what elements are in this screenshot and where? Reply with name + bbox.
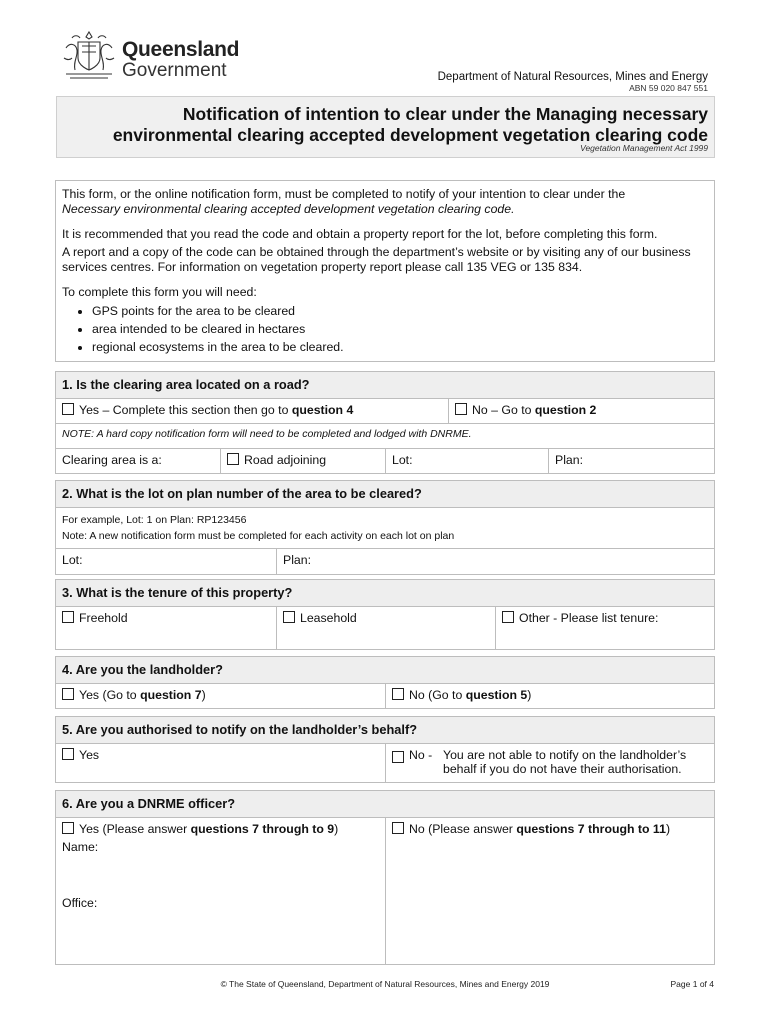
q6-no-end: ) xyxy=(665,822,671,836)
q5-no-prefix: No - xyxy=(409,748,433,762)
act-reference: Vegetation Management Act 1999 xyxy=(580,143,708,153)
q3-other-option[interactable] xyxy=(496,607,714,649)
intro-box xyxy=(55,180,715,362)
q4-no-bold: question 5 xyxy=(465,688,528,702)
question-2-heading: 2. What is the lot on plan number of the area to be cleared? xyxy=(56,481,714,508)
question-5-heading: 5. Are you authorised to notify on the landholder’s behalf? xyxy=(56,717,714,744)
q4-no-option[interactable] xyxy=(386,684,714,708)
queensland-crest-logo xyxy=(60,28,118,82)
q3-freehold-label: Freehold xyxy=(79,611,128,625)
checkbox-icon[interactable] xyxy=(392,822,404,834)
q1-yes-option[interactable] xyxy=(56,399,449,423)
q3-freehold-option[interactable] xyxy=(56,607,277,649)
intro-paragraph-4: To complete this form you will need: xyxy=(62,285,257,299)
question-6-section xyxy=(55,790,715,965)
requirements-list xyxy=(62,304,708,355)
question-4-section xyxy=(55,656,715,709)
q5-no-option[interactable] xyxy=(386,744,714,782)
q1-no-text: No – Go to xyxy=(472,403,535,417)
q6-yes-option[interactable] xyxy=(56,818,386,965)
q5-no-explanation xyxy=(443,748,686,778)
q2-plan-field[interactable]: Plan: xyxy=(283,553,312,567)
question-3-heading: 3. What is the tenure of this property? xyxy=(56,580,714,607)
question-1-section xyxy=(55,371,715,474)
checkbox-icon[interactable] xyxy=(62,822,74,834)
q5-yes-label: Yes xyxy=(79,748,100,762)
q1-yes-bold: question 4 xyxy=(291,403,354,417)
footer-copyright: © The State of Queensland, Department of Natural Resources, Mines and Energy 2019 xyxy=(220,979,550,989)
q4-no-text: No (Go to xyxy=(409,688,466,702)
checkbox-icon[interactable] xyxy=(227,453,239,465)
q1-note: NOTE: A hard copy notification form will need to be completed and lodged with DNRME. xyxy=(62,428,472,440)
q3-other-label: Other - Please list tenure: xyxy=(519,611,659,625)
q4-yes-text: Yes (Go to xyxy=(79,688,141,702)
logo-wordmark-line1: Queensland xyxy=(122,38,240,61)
q5-no-line2: behalf if you do not have their authorisation. xyxy=(443,762,682,776)
q1-no-bold: question 2 xyxy=(534,403,597,417)
form-title-line2: environmental clearing accepted development vegetation clearing code xyxy=(112,125,708,145)
q4-yes-option[interactable] xyxy=(56,684,386,708)
intro-p1-code-name: Necessary environmental clearing accepted development vegetation clearing code. xyxy=(62,202,515,216)
q4-yes-bold: question 7 xyxy=(140,688,202,702)
question-1-heading: 1. Is the clearing area located on a road? xyxy=(56,372,714,399)
q6-no-option[interactable] xyxy=(386,818,714,965)
q6-yes-text: Yes (Please answer xyxy=(79,822,191,836)
checkbox-icon[interactable] xyxy=(283,611,295,623)
q4-no-end: ) xyxy=(527,688,532,702)
checkbox-icon[interactable] xyxy=(502,611,514,623)
question-3-section xyxy=(55,579,715,650)
logo-wordmark-line2: Government xyxy=(122,60,227,81)
form-title xyxy=(68,104,708,146)
question-4-heading: 4. Are you the landholder? xyxy=(56,657,714,684)
q6-office-field[interactable]: Office: xyxy=(62,896,98,910)
q3-leasehold-option[interactable] xyxy=(277,607,496,649)
intro-paragraph-1 xyxy=(62,187,708,217)
intro-p1-text: This form, or the online notification form, must be completed to notify of your intention to clear under the xyxy=(62,187,626,201)
list-item: • area intended to be cleared in hectares xyxy=(92,322,708,337)
q1-clearing-label: Clearing area is a: xyxy=(56,449,221,473)
question-6-heading: 6. Are you a DNRME officer? xyxy=(56,791,714,818)
q6-yes-end: ) xyxy=(334,822,339,836)
q5-no-line1: You are not able to notify on the landholder’s xyxy=(443,748,687,762)
page-number: Page 1 of 4 xyxy=(670,979,714,989)
form-title-line1: Notification of intention to clear under the Managing necessary xyxy=(182,104,708,124)
checkbox-icon[interactable] xyxy=(392,688,404,700)
q1-no-option[interactable] xyxy=(449,399,714,423)
q1-lot-field[interactable]: Lot: xyxy=(386,449,549,473)
checkbox-icon[interactable] xyxy=(62,748,74,760)
list-item: • GPS points for the area to be cleared xyxy=(92,304,708,319)
q2-example: For example, Lot: 1 on Plan: RP123456 xyxy=(62,514,247,526)
abn-number: ABN 59 020 847 551 xyxy=(629,83,708,93)
q1-yes-text: Yes – Complete this section then go to xyxy=(79,403,292,417)
q6-no-text: No (Please answer xyxy=(409,822,517,836)
checkbox-icon[interactable] xyxy=(62,403,74,415)
q6-no-bold: questions 7 through to 11 xyxy=(516,822,666,836)
q1-plan-field[interactable]: Plan: xyxy=(555,453,584,467)
intro-paragraph-3: A report and a copy of the code can be obtained through the department’s website or by visiting any of our business services centres. For information on vegetation property report please call 135 VEG or 135 834. xyxy=(62,245,691,274)
q6-yes-bold: questions 7 through to 9 xyxy=(190,822,335,836)
intro-paragraph-2: It is recommended that you read the code and obtain a property report for the lot, before completing this form. xyxy=(62,227,658,241)
checkbox-icon[interactable] xyxy=(392,751,404,763)
q3-leasehold-label: Leasehold xyxy=(300,611,357,625)
q1-road-adjoining-option[interactable] xyxy=(221,449,386,473)
checkbox-icon[interactable] xyxy=(62,611,74,623)
q1-road-label: Road adjoining xyxy=(244,453,327,467)
q2-instructions xyxy=(56,508,714,548)
list-item: • regional ecosystems in the area to be cleared. xyxy=(92,340,708,355)
question-5-section xyxy=(55,716,715,783)
q5-yes-option[interactable] xyxy=(56,744,386,782)
q2-lot-field[interactable]: Lot: xyxy=(56,549,277,574)
checkbox-icon[interactable] xyxy=(62,688,74,700)
question-2-section xyxy=(55,480,715,575)
department-name: Department of Natural Resources, Mines and Energy xyxy=(437,71,708,83)
q4-yes-end: ) xyxy=(201,688,206,702)
q6-name-field[interactable]: Name: xyxy=(62,840,99,854)
checkbox-icon[interactable] xyxy=(455,403,467,415)
q2-note: Note: A new notification form must be completed for each activity on each lot on plan xyxy=(62,530,455,542)
